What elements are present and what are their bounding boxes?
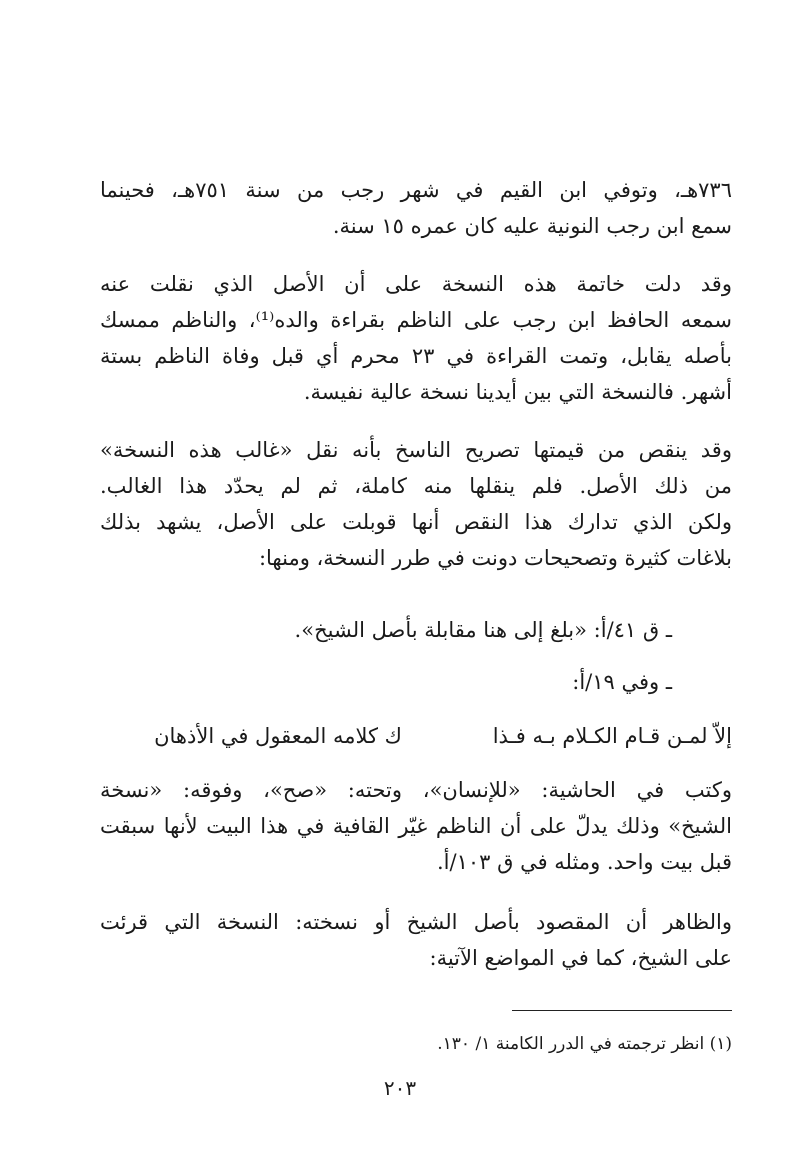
text-line: وقد ينقص من قيمتها تصريح الناسخ بأنه نقل «غالب هذه النسخة» (100, 438, 732, 462)
paragraph-2 (100, 266, 732, 410)
text-line: ٧٣٦هـ، وتوفي ابن القيم في شهر رجب من سنة ٧٥١هـ، فحينما (100, 178, 732, 202)
page-number: ٢٠٣ (383, 1076, 417, 1100)
text-line: والظاهر أن المقصود بأصل الشيخ أو نسخته: النسخة التي قرئت (100, 910, 732, 934)
marginal-note-1 (100, 612, 732, 648)
text-line: قبل بيت واحد. ومثله في ق ١٠٣/أ. (437, 850, 732, 874)
text-line: ـ وفي ١٩/أ: (572, 670, 672, 694)
poem-verse (100, 716, 732, 756)
text-line: ولكن الذي تدارك هذا النقص أنها قوبلت على الأصل، يشهد بذلك (100, 510, 732, 534)
text-line: سمع ابن رجب النونية عليه كان عمره ١٥ سنة. (332, 214, 732, 238)
text-line: من ذلك الأصل. فلم ينقلها منه كاملة، ثم لم يحدّد هذا الغالب. (100, 474, 732, 498)
footnote-divider (512, 1010, 732, 1011)
verse-first-hemistich: إلاّ لمـن قـام الكـلام بـه فـذا (492, 724, 732, 748)
text-line: سمعه الحافظ ابن رجب على الناظم بقراءة والده⁽¹⁾، والناظم ممسك (100, 308, 732, 332)
paragraph-3 (100, 432, 732, 576)
paragraph-1 (100, 172, 732, 244)
text-line: بلاغات كثيرة وتصحيحات دونت في طرر النسخة، ومنها: (258, 546, 732, 570)
text-line: أشهر. فالنسخة التي بين أيدينا نسخة عالية نفيسة. (303, 380, 732, 404)
text-line: بأصله يقابل، وتمت القراءة في ٢٣ محرم أي قبل وفاة الناظم بستة (100, 344, 732, 368)
text-line: وقد دلت خاتمة هذه النسخة على أن الأصل الذي نقلت عنه (100, 272, 732, 296)
paragraph-4 (100, 772, 732, 880)
text-line: ـ ق ٤١/أ: «بلغ إلى هنا مقابلة بأصل الشيخ». (294, 618, 672, 642)
text-line: الشيخ» وذلك يدلّ على أن الناظم غيّر القافية في هذا البيت لأنها سبقت (100, 814, 732, 838)
footnote: (١) انظر ترجمته في الدرر الكامنة ١/ ١٣٠. (437, 1034, 732, 1054)
text-line: وكتب في الحاشية: «للإنسان»، وتحته: «صح»، وفوقه: «نسخة (100, 778, 732, 802)
paragraph-5 (100, 904, 732, 976)
text-line: على الشيخ، كما في المواضع الآتية: (429, 946, 732, 970)
verse-second-hemistich: ك كلامه المعقول في الأذهان (154, 724, 402, 748)
marginal-note-2 (100, 664, 732, 700)
